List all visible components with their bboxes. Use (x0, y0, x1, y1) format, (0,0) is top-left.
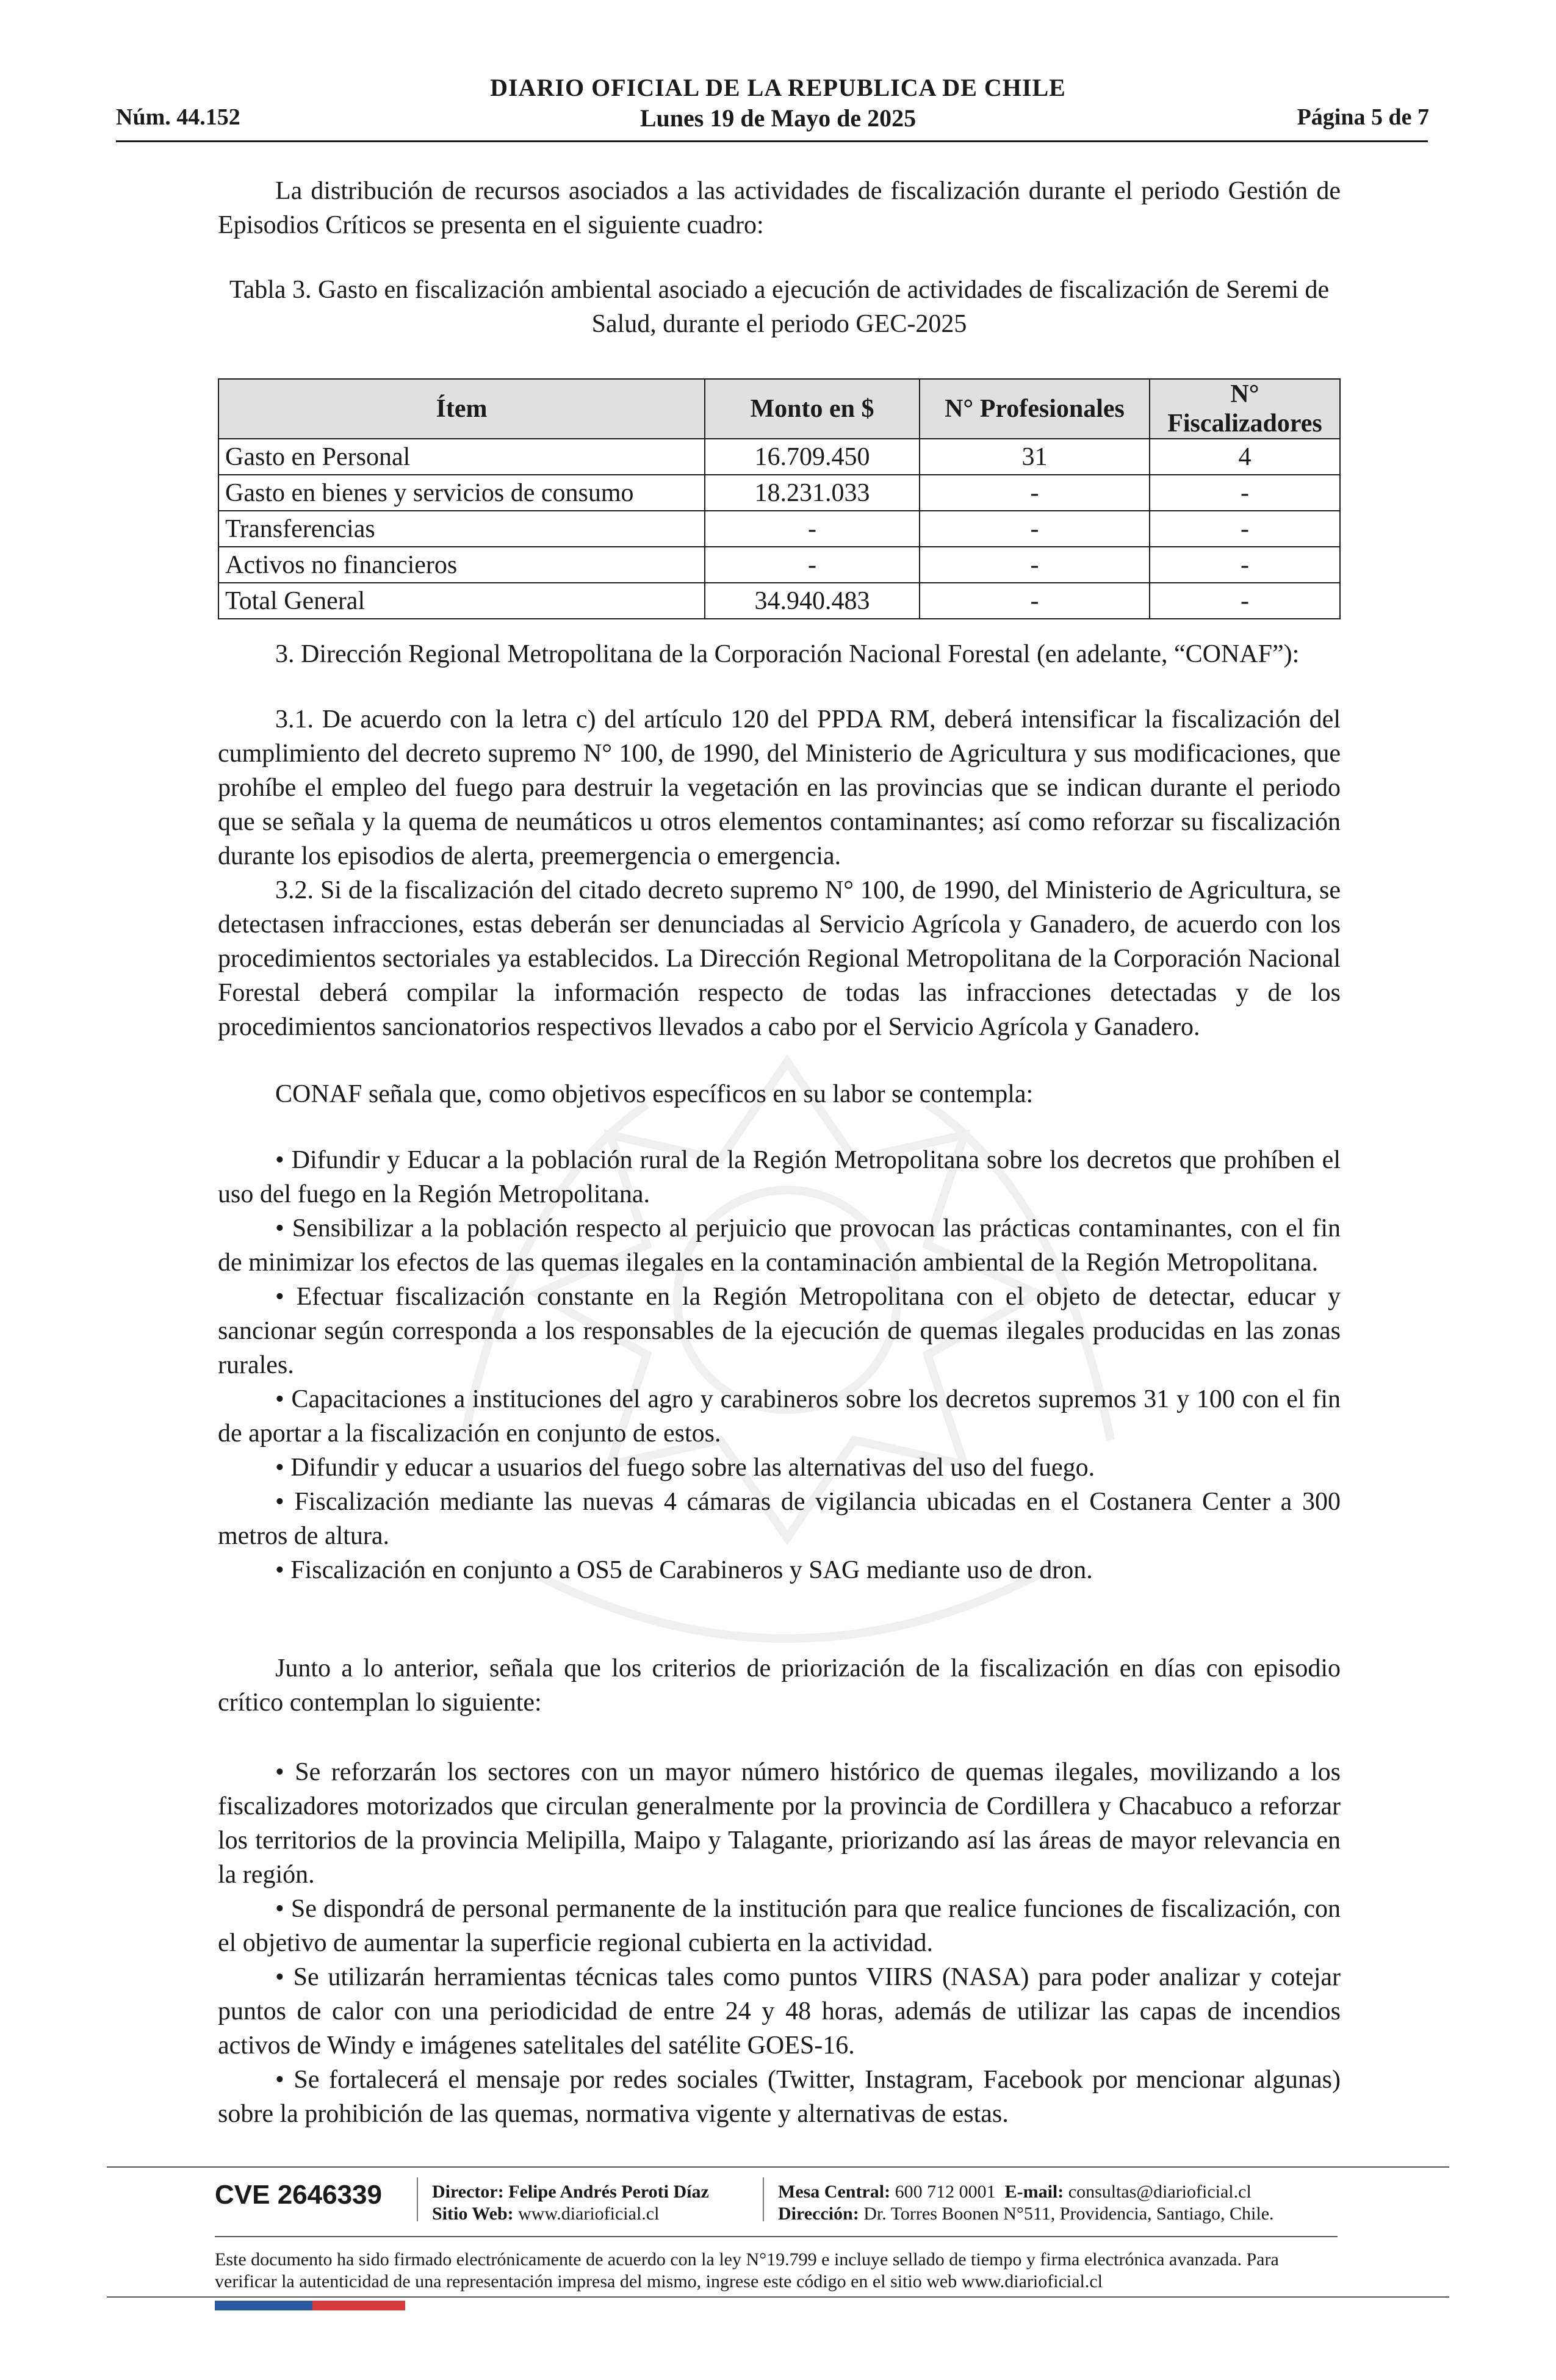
objectives-list (218, 1143, 1341, 1587)
phone-label: Mesa Central: (778, 2182, 891, 2202)
table-cell: 18.231.033 (705, 475, 920, 511)
list-item: • Se utilizarán herramientas técnicas tales como puntos VIIRS (NASA) para poder analizar y cotejar puntos de calor con una periodicidad de entre 24 y 48 horas, además de utilizar las capas de incendios activos de Windy e imágenes satelitales del satélite GOES-16. (218, 1963, 1341, 2060)
table-header-row (218, 379, 1340, 439)
table-cell: - (1150, 583, 1340, 619)
list-item: • Fiscalización mediante las nuevas 4 cámaras de vigilancia ubicadas en el Costanera Center a 300 metros de altura. (218, 1488, 1341, 1550)
list-item: • Fiscalización en conjunto a OS5 de Carabineros y SAG mediante uso de dron. (275, 1556, 1093, 1584)
table-cell: - (705, 547, 920, 583)
website-label: Sitio Web: (432, 2204, 514, 2224)
signature-notice: Este documento ha sido firmado electrónicamente de acuerdo con la ley N°19.799 e incluye sellado de tiempo y firma electrónica avanzada. Para verificar la autenticidad de una representación impresa del mismo, ingrese este código en el sitio web www.diarioficial.cl (215, 2249, 1279, 2292)
table-row (218, 475, 1340, 511)
expense-table (218, 378, 1341, 619)
flag-bar-blue (215, 2301, 312, 2310)
criteria-intro: Junto a lo anterior, señala que los criterios de priorización de la fiscalización en días con episodio crítico contemplan lo siguiente: (218, 1654, 1341, 1717)
phone-number: 600 712 0001 (895, 2182, 996, 2202)
list-item: • Capacitaciones a instituciones del agro y carabineros sobre los decretos supremos 31 y 100 con el fin de aportar a la fiscalización en conjunto de estos. (218, 1385, 1341, 1448)
publication-title: DIARIO OFICIAL DE LA REPUBLICA DE CHILE (490, 74, 1066, 101)
column-header: N° Profesionales (920, 379, 1150, 439)
issue-date: Lunes 19 de Mayo de 2025 (639, 104, 917, 132)
paragraph-3-2: 3.2. Si de la fiscalización del citado decreto supremo N° 100, de 1990, del Ministerio de Agricultura, se detectasen infracciones, estas deberán ser denunciadas al Servicio Agrícola y Ganadero, de acuerdo con los procedimientos sectoriales ya establecidos. La Dirección Regional Metropolitana de la Corporación Nacional Forestal deberá compilar la información respecto de todas las infracciones detectadas y de los procedimientos sancionatorios respectivos llevados a cabo por el Servicio Agrícola y Ganadero. (218, 876, 1341, 1041)
list-item: • Sensibilizar a la población respecto al perjuicio que provocan las prácticas contaminantes, con el fin de minimizar los efectos de las quemas ilegales en la contaminación ambiental de la Región Metropolitana. (218, 1214, 1341, 1277)
intro-paragraph: La distribución de recursos asociados a las actividades de fiscalización durante el periodo Gestión de Episodios Críticos se presenta en el siguiente cuadro: (218, 177, 1341, 239)
table-cell: Transferencias (218, 511, 705, 547)
list-item: • Se dispondrá de personal permanente de la institución para que realice funciones de fiscalización, con el objetivo de aumentar la superficie regional cubierta en la actividad. (218, 1895, 1341, 1957)
column-header: Monto en $ (705, 379, 920, 439)
table-cell: - (1150, 547, 1340, 583)
list-item: • Se fortalecerá el mensaje por redes sociales (Twitter, Instagram, Facebook por mencionar algunas) sobre la prohibición de las quemas, normativa vigente y alternativas de estas. (218, 2066, 1341, 2128)
director-name: Felipe Andrés Peroti Díaz (508, 2182, 709, 2202)
paragraph-3-1: 3.1. De acuerdo con la letra c) del artículo 120 del PPDA RM, deberá intensificar la fiscalización del cumplimiento del decreto supremo N° 100, de 1990, del Ministerio de Agricultura y sus modificaciones, que prohíbe el empleo del fuego para destruir la vegetación en las provincias que se indican durante el periodo que se señala y la quema de neumáticos u otros elementos contaminantes; así como reforzar su fiscalización durante los episodios de alerta, preemergencia o emergencia. (218, 705, 1341, 870)
table-cell: - (1150, 511, 1340, 547)
issue-number: Núm. 44.152 (116, 104, 240, 130)
address-label: Dirección: (778, 2204, 859, 2224)
table-cell: 4 (1150, 439, 1340, 475)
table-cell: Gasto en Personal (218, 439, 705, 475)
table-cell: - (920, 511, 1150, 547)
table-caption: Tabla 3. Gasto en fiscalización ambiental asociado a ejecución de actividades de fiscalización de Seremi de Salud, durante el periodo GEC-2025 (229, 276, 1330, 338)
table-cell: 31 (920, 439, 1150, 475)
director-label: Director: (432, 2182, 504, 2202)
website-link[interactable]: www.diarioficial.cl (518, 2204, 660, 2224)
table-cell: Activos no financieros (218, 547, 705, 583)
table-cell: Total General (218, 583, 705, 619)
address-text: Dr. Torres Boonen N°511, Providencia, Santiago, Chile. (863, 2204, 1274, 2224)
list-item: • Se reforzarán los sectores con un mayor número histórico de quemas ilegales, movilizando a los fiscalizadores motorizados que circulan generalmente por la provincia de Cordillera y Chacabuco a reforzar los territorios de la provincia Melipilla, Maipo y Talagante, priorizando así las áreas de mayor relevancia en la región. (218, 1758, 1341, 1889)
table-cell: - (705, 511, 920, 547)
footer-separator (763, 2177, 764, 2221)
footer-inner-divider (215, 2236, 1338, 2237)
flag-bar-red (312, 2301, 405, 2310)
list-item: • Efectuar fiscalización constante en la Región Metropolitana con el objeto de detectar, educar y sancionar según corresponda a los responsables de la ejecución de quemas ilegales producidas en las zonas rurales. (218, 1283, 1341, 1379)
table-cell: - (920, 547, 1150, 583)
address-line (778, 2203, 1274, 2225)
list-item: • Difundir y Educar a la población rural de la Región Metropolitana sobre los decretos que prohíben el uso del fuego en la Región Metropolitana. (218, 1146, 1341, 1208)
website-line (432, 2203, 659, 2225)
cve-code: CVE 2646339 (215, 2180, 382, 2210)
conaf-intro: CONAF señala que, como objetivos específicos en su labor se contempla: (275, 1080, 1034, 1108)
header-divider (116, 140, 1428, 142)
contact-line (778, 2181, 1252, 2203)
criteria-list (218, 1755, 1341, 2131)
table-cell: - (920, 475, 1150, 511)
email-label: E-mail: (1004, 2182, 1064, 2202)
footer-separator (417, 2177, 418, 2221)
table-cell: - (1150, 475, 1340, 511)
page-indicator: Página 5 de 7 (1297, 104, 1429, 130)
table-row (218, 583, 1340, 619)
list-item: • Difundir y educar a usuarios del fuego sobre las alternativas del uso del fuego. (275, 1454, 1095, 1482)
table-cell: 16.709.450 (705, 439, 920, 475)
footer-divider (107, 2166, 1449, 2168)
table-row (218, 511, 1340, 547)
column-header: N° Fiscalizadores (1150, 379, 1340, 439)
email-link[interactable]: consultas@diarioficial.cl (1068, 2182, 1252, 2202)
table-row (218, 439, 1340, 475)
column-header: Ítem (218, 379, 705, 439)
table-cell: 34.940.483 (705, 583, 920, 619)
table-row (218, 547, 1340, 583)
director-line (432, 2181, 709, 2203)
section-3-heading: 3. Dirección Regional Metropolitana de la Corporación Nacional Forestal (en adelante, “CONAF”): (275, 640, 1300, 668)
table-cell: - (920, 583, 1150, 619)
footer-bottom-divider (107, 2296, 1449, 2298)
table-cell: Gasto en bienes y servicios de consumo (218, 475, 705, 511)
